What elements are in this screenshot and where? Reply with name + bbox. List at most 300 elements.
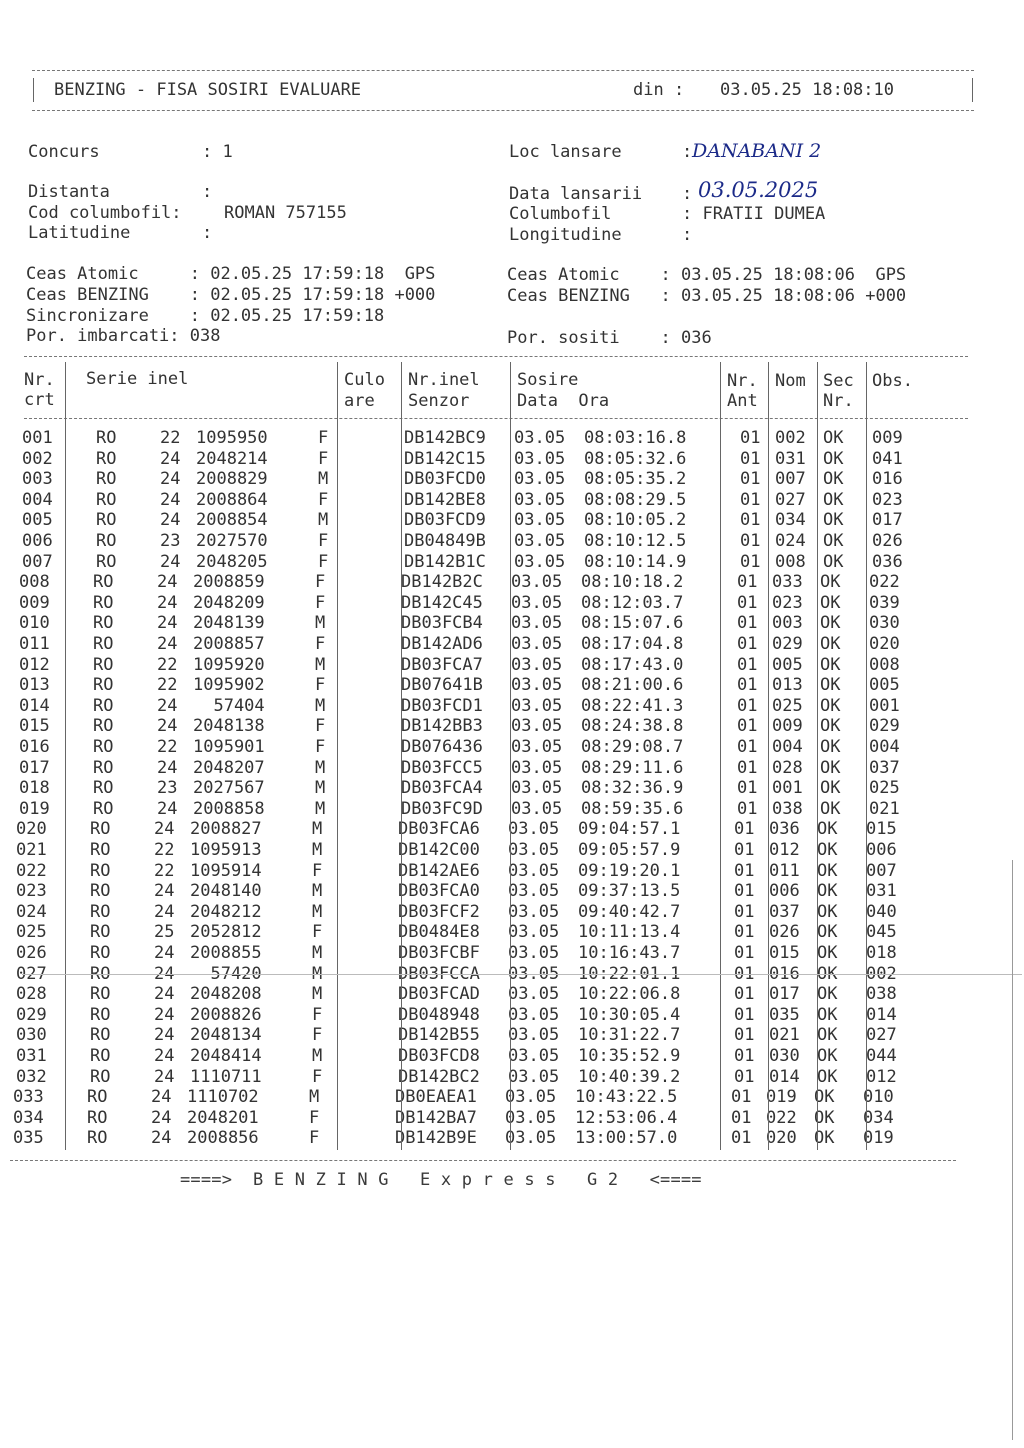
table-row xyxy=(0,716,1024,737)
cell-time: 10:35:52.9 xyxy=(578,1046,681,1066)
cell-year: 24 xyxy=(157,757,178,778)
cell-country: RO xyxy=(90,901,111,922)
cell-sex: F xyxy=(312,1004,323,1025)
cell-country: RO xyxy=(90,963,111,984)
cell-ant: 01 xyxy=(740,551,761,572)
cell-sex: F xyxy=(315,592,326,613)
cell-ring: 1095913 xyxy=(190,840,262,860)
cell-sec: OK xyxy=(820,757,841,778)
cell-nom: 031 xyxy=(775,448,806,469)
cell-ring: 1095902 xyxy=(193,675,265,696)
col-header-nr-ant: Nr. xyxy=(727,371,758,391)
cell-ring: 2048212 xyxy=(190,901,262,922)
cell-ring: 1110702 xyxy=(187,1087,259,1108)
cell-ant: 01 xyxy=(737,572,758,593)
cell-time: 10:11:13.4 xyxy=(578,922,681,943)
loc-lansare-colon: : xyxy=(682,142,693,162)
concurs-value: : 1 xyxy=(202,142,233,162)
cell-sensor: DB0484E8 xyxy=(398,922,480,943)
cell-time: 08:10:14.9 xyxy=(584,551,687,572)
cell-sensor: DB03FCD9 xyxy=(404,510,486,531)
cell-sensor: DB07641B xyxy=(401,675,483,696)
cell-sec: OK xyxy=(817,901,838,922)
cell-ring: 2052812 xyxy=(190,922,262,943)
cell-obs: 039 xyxy=(869,592,900,613)
cell-country: RO xyxy=(93,778,114,799)
cell-ant: 01 xyxy=(731,1087,752,1108)
cell-ring: 2008859 xyxy=(193,572,265,593)
cell-sex: F xyxy=(318,531,329,551)
cell-sec: OK xyxy=(823,551,844,572)
cell-sec: OK xyxy=(820,737,841,757)
cell-date: 03.05 xyxy=(508,860,560,881)
cell-country: RO xyxy=(93,654,114,675)
concurs-label: Concurs xyxy=(28,142,100,162)
cell-time: 08:10:05.2 xyxy=(584,510,687,531)
cell-year: 24 xyxy=(154,819,175,840)
cell-sec: OK xyxy=(820,778,841,799)
cell-ring: 2008854 xyxy=(196,510,268,531)
cell-obs: 001 xyxy=(869,695,900,716)
table-row xyxy=(0,1087,1024,1108)
cell-nom: 033 xyxy=(772,572,803,593)
cell-country: RO xyxy=(87,1087,108,1108)
cell-obs: 007 xyxy=(866,860,897,881)
col-header-nr-inel: Nr.inel xyxy=(408,370,480,390)
col-header-nr: Nr. xyxy=(24,370,55,390)
cell-sec: OK xyxy=(814,1107,835,1128)
cell-country: RO xyxy=(90,1004,111,1025)
table-row xyxy=(0,943,1024,964)
cell-year: 24 xyxy=(154,901,175,922)
scan-margin-line xyxy=(1012,860,1013,1440)
cell-obs: 017 xyxy=(872,510,903,531)
table-row xyxy=(0,675,1024,696)
cell-nom: 020 xyxy=(766,1128,797,1149)
cell-nr: 030 xyxy=(16,1025,47,1046)
cell-nom: 030 xyxy=(769,1046,800,1066)
cell-year: 23 xyxy=(160,531,181,551)
cell-sex: F xyxy=(315,737,326,757)
col-header-are: are xyxy=(344,391,375,411)
cell-nom: 014 xyxy=(769,1066,800,1087)
cell-year: 24 xyxy=(157,613,178,634)
cell-country: RO xyxy=(90,922,111,943)
cell-ring: 2008855 xyxy=(190,943,262,963)
cell-time: 12:53:06.4 xyxy=(575,1107,678,1128)
cell-date: 03.05 xyxy=(508,1066,560,1087)
cell-sec: OK xyxy=(823,428,844,448)
din-label: din : xyxy=(633,80,685,100)
cell-sensor: DB03FCBF xyxy=(398,943,480,963)
col-header-culo: Culo xyxy=(344,370,385,390)
cell-sensor: DB03FCC5 xyxy=(401,757,483,778)
distanta-value: : xyxy=(202,182,213,202)
cell-obs: 012 xyxy=(866,1066,897,1087)
cell-ant: 01 xyxy=(734,1066,755,1087)
cell-ring: 2008826 xyxy=(190,1004,262,1025)
cell-sex: F xyxy=(318,489,329,510)
cell-sec: OK xyxy=(823,469,844,490)
cell-date: 03.05 xyxy=(511,737,563,757)
table-row xyxy=(0,1046,1024,1067)
cell-date: 03.05 xyxy=(514,469,566,490)
cell-time: 08:17:43.0 xyxy=(581,654,684,675)
table-header-bottom-border xyxy=(24,418,968,419)
cell-nom: 002 xyxy=(775,428,806,448)
cell-sex: M xyxy=(315,778,326,799)
cell-date: 03.05 xyxy=(508,922,560,943)
cell-country: RO xyxy=(90,1046,111,1066)
cell-sensor: DB142BC9 xyxy=(404,428,486,448)
cell-date: 03.05 xyxy=(505,1107,557,1128)
cell-year: 23 xyxy=(157,778,178,799)
cell-country: RO xyxy=(90,943,111,963)
cell-country: RO xyxy=(96,428,117,448)
cell-nom: 019 xyxy=(766,1087,797,1108)
cell-date: 03.05 xyxy=(511,592,563,613)
cell-time: 08:17:04.8 xyxy=(581,634,684,654)
cell-sensor: DB03FCA6 xyxy=(398,819,480,840)
sep-nr xyxy=(65,362,66,1150)
cell-time: 08:59:35.6 xyxy=(581,798,684,819)
cell-country: RO xyxy=(96,489,117,510)
col-header-data-ora: Data Ora xyxy=(517,391,610,411)
cell-time: 08:03:16.8 xyxy=(584,428,687,448)
cell-sex: F xyxy=(315,675,326,696)
cell-obs: 020 xyxy=(869,634,900,654)
data-lansarii-handwritten: 03.05.2025 xyxy=(698,178,819,202)
col-header-crt: crt xyxy=(24,390,55,410)
cell-nr: 006 xyxy=(22,531,53,551)
sep-culo-left xyxy=(337,362,338,1150)
cell-ant: 01 xyxy=(740,448,761,469)
cell-nr: 028 xyxy=(16,984,47,1005)
cell-time: 10:30:05.4 xyxy=(578,1004,681,1025)
cell-nr: 011 xyxy=(19,634,50,654)
header-bottom-border xyxy=(32,110,974,111)
cell-ant: 01 xyxy=(737,654,758,675)
table-row xyxy=(0,984,1024,1005)
cell-ring: 2008857 xyxy=(193,634,265,654)
cell-sec: OK xyxy=(820,634,841,654)
cell-nom: 006 xyxy=(769,881,800,902)
table-row xyxy=(0,840,1024,861)
cell-nom: 015 xyxy=(769,943,800,963)
table-row xyxy=(0,1128,1024,1149)
cell-ring: 2048140 xyxy=(190,881,262,902)
cell-date: 03.05 xyxy=(514,531,566,551)
cell-sensor: DB03FCD8 xyxy=(398,1046,480,1066)
cell-nr: 033 xyxy=(13,1087,44,1108)
cell-obs: 010 xyxy=(863,1087,894,1108)
cell-year: 24 xyxy=(157,695,178,716)
cell-time: 08:29:11.6 xyxy=(581,757,684,778)
cell-sex: M xyxy=(312,1046,323,1066)
cell-year: 24 xyxy=(154,1066,175,1087)
cell-time: 08:10:18.2 xyxy=(581,572,684,593)
cell-obs: 040 xyxy=(866,901,897,922)
cell-date: 03.05 xyxy=(514,551,566,572)
cell-nr: 002 xyxy=(22,448,53,469)
cell-date: 03.05 xyxy=(508,901,560,922)
cell-country: RO xyxy=(93,757,114,778)
cell-sensor: DB0EAEA1 xyxy=(395,1087,477,1108)
cell-year: 22 xyxy=(157,654,178,675)
table-row xyxy=(0,469,1024,490)
cell-obs: 041 xyxy=(872,448,903,469)
loc-lansare-handwritten: DANABANI 2 xyxy=(692,140,822,162)
cell-year: 24 xyxy=(151,1087,172,1108)
cell-ring: 2048208 xyxy=(190,984,262,1005)
cell-sec: OK xyxy=(817,922,838,943)
cell-obs: 029 xyxy=(869,716,900,737)
cell-country: RO xyxy=(90,840,111,860)
cell-time: 08:10:12.5 xyxy=(584,531,687,551)
cell-nr: 021 xyxy=(16,840,47,860)
cell-ant: 01 xyxy=(740,531,761,551)
cell-sec: OK xyxy=(817,1004,838,1025)
cell-year: 22 xyxy=(154,840,175,860)
cell-nr: 026 xyxy=(16,943,47,963)
cell-nr: 014 xyxy=(19,695,50,716)
cell-year: 24 xyxy=(154,1046,175,1066)
table-row xyxy=(0,778,1024,799)
cell-year: 24 xyxy=(157,572,178,593)
report-title: BENZING - FISA SOSIRI EVALUARE xyxy=(54,80,362,100)
cell-obs: 014 xyxy=(866,1004,897,1025)
cell-year: 24 xyxy=(151,1107,172,1128)
table-row xyxy=(0,531,1024,552)
cell-ring: 1095914 xyxy=(190,860,262,881)
cell-nr: 008 xyxy=(19,572,50,593)
report-datetime: 03.05.25 18:08:10 xyxy=(720,80,894,100)
cell-sex: F xyxy=(315,572,326,593)
right-benzing-clock: Ceas BENZING : 03.05.25 18:08:06 +000 xyxy=(507,286,907,306)
cell-sensor: DB03FCD1 xyxy=(401,695,483,716)
latitudine-value: : xyxy=(202,223,213,243)
cell-sec: OK xyxy=(823,448,844,469)
table-row xyxy=(0,510,1024,531)
cell-sex: M xyxy=(312,819,323,840)
cell-sex: F xyxy=(318,428,329,448)
cell-ring: 1095950 xyxy=(196,428,268,448)
table-row xyxy=(0,449,1024,470)
cell-sensor: DB142B2C xyxy=(401,572,483,593)
cell-country: RO xyxy=(90,1025,111,1046)
col-header-senzor: Senzor xyxy=(408,391,470,411)
cell-ant: 01 xyxy=(731,1128,752,1149)
cell-ant: 01 xyxy=(737,592,758,613)
cell-sex: M xyxy=(309,1087,320,1108)
cell-sensor: DB142BC2 xyxy=(398,1066,480,1087)
cell-ring: 2048134 xyxy=(190,1025,262,1046)
cell-nr: 005 xyxy=(22,510,53,531)
cell-nom: 021 xyxy=(769,1025,800,1046)
cell-sec: OK xyxy=(817,943,838,963)
cell-year: 24 xyxy=(154,943,175,963)
table-top-border xyxy=(24,356,968,357)
cell-ring: 1095920 xyxy=(193,654,265,675)
cell-obs: 022 xyxy=(869,572,900,593)
cell-year: 24 xyxy=(151,1128,172,1149)
cell-obs: 018 xyxy=(866,943,897,963)
arrivals-table-body xyxy=(0,428,1024,1158)
sep-culo-right xyxy=(401,362,402,1150)
cell-ant: 01 xyxy=(734,963,755,984)
cell-ring: 2048205 xyxy=(196,551,268,572)
left-atomic-clock: Ceas Atomic : 02.05.25 17:59:18 GPS xyxy=(26,264,436,284)
table-row xyxy=(0,881,1024,902)
cell-sensor: DB142AE6 xyxy=(398,860,480,881)
cell-date: 03.05 xyxy=(511,695,563,716)
cell-ring: 1095901 xyxy=(193,737,265,757)
cell-country: RO xyxy=(96,469,117,490)
cell-date: 03.05 xyxy=(511,757,563,778)
cell-date: 03.05 xyxy=(511,716,563,737)
cell-sensor: DB076436 xyxy=(401,737,483,757)
cell-date: 03.05 xyxy=(511,634,563,654)
cell-ant: 01 xyxy=(737,778,758,799)
cell-ant: 01 xyxy=(737,634,758,654)
cell-nr: 029 xyxy=(16,1004,47,1025)
cell-year: 24 xyxy=(157,716,178,737)
cell-ant: 01 xyxy=(740,428,761,448)
cell-sensor: DB142C15 xyxy=(404,448,486,469)
cell-year: 24 xyxy=(154,881,175,902)
cell-time: 08:12:03.7 xyxy=(581,592,684,613)
header-top-border xyxy=(32,70,974,71)
cell-sensor: DB04849B xyxy=(404,531,486,551)
cell-ant: 01 xyxy=(734,881,755,902)
sep-nom xyxy=(768,362,769,1150)
cell-year: 24 xyxy=(160,489,181,510)
cell-country: RO xyxy=(93,634,114,654)
cell-ant: 01 xyxy=(734,922,755,943)
cell-nr: 023 xyxy=(16,881,47,902)
cell-country: RO xyxy=(93,716,114,737)
cell-nr: 010 xyxy=(19,613,50,634)
cell-obs: 021 xyxy=(869,798,900,819)
cell-nr: 001 xyxy=(22,428,53,448)
cell-sex: F xyxy=(312,1025,323,1046)
cell-ring: 2048138 xyxy=(193,716,265,737)
cell-year: 24 xyxy=(157,592,178,613)
cell-ant: 01 xyxy=(737,716,758,737)
table-row xyxy=(0,799,1024,820)
cell-nr: 032 xyxy=(16,1066,47,1087)
col-header-sec-nr: Nr. xyxy=(823,391,854,411)
cell-year: 24 xyxy=(160,510,181,531)
cell-date: 03.05 xyxy=(511,572,563,593)
cell-nr: 009 xyxy=(19,592,50,613)
cell-date: 03.05 xyxy=(505,1128,557,1149)
cell-sex: M xyxy=(315,613,326,634)
table-row xyxy=(0,696,1024,717)
cell-nom: 009 xyxy=(772,716,803,737)
table-row xyxy=(0,1108,1024,1129)
cell-obs: 008 xyxy=(869,654,900,675)
cell-ring: 2008829 xyxy=(196,469,268,490)
cell-ring: 2008864 xyxy=(196,489,268,510)
cell-sensor: DB142BB3 xyxy=(401,716,483,737)
cell-sex: M xyxy=(315,695,326,716)
table-row xyxy=(0,737,1024,758)
cell-ring: 57420 xyxy=(190,963,262,984)
cell-year: 22 xyxy=(157,675,178,696)
cell-time: 09:05:57.9 xyxy=(578,840,681,860)
cell-sex: F xyxy=(318,551,329,572)
col-header-nom: Nom xyxy=(775,371,806,391)
cell-year: 24 xyxy=(160,551,181,572)
cell-sex: F xyxy=(309,1128,320,1149)
cell-sec: OK xyxy=(820,592,841,613)
cell-sec: OK xyxy=(814,1128,835,1149)
cell-time: 09:19:20.1 xyxy=(578,860,681,881)
table-bottom-border xyxy=(10,1160,956,1161)
cell-obs: 009 xyxy=(872,428,903,448)
cell-sensor: DB142BE8 xyxy=(404,489,486,510)
cell-date: 03.05 xyxy=(511,675,563,696)
scan-line xyxy=(22,974,1022,975)
cell-nom: 001 xyxy=(772,778,803,799)
cell-sec: OK xyxy=(820,716,841,737)
cell-year: 22 xyxy=(160,428,181,448)
cell-obs: 019 xyxy=(863,1128,894,1149)
cell-sec: OK xyxy=(823,531,844,551)
cell-sec: OK xyxy=(820,798,841,819)
cell-country: RO xyxy=(93,798,114,819)
cell-time: 08:05:35.2 xyxy=(584,469,687,490)
cell-obs: 015 xyxy=(866,819,897,840)
cell-country: RO xyxy=(93,613,114,634)
cell-nom: 022 xyxy=(766,1107,797,1128)
cell-sensor: DB03FCA0 xyxy=(398,881,480,902)
cell-nom: 029 xyxy=(772,634,803,654)
cell-nom: 011 xyxy=(769,860,800,881)
cell-obs: 045 xyxy=(866,922,897,943)
cell-date: 03.05 xyxy=(508,840,560,860)
table-row xyxy=(0,655,1024,676)
cell-nr: 031 xyxy=(16,1046,47,1066)
cell-date: 03.05 xyxy=(508,881,560,902)
cell-country: RO xyxy=(93,592,114,613)
table-row xyxy=(0,593,1024,614)
cell-time: 08:15:07.6 xyxy=(581,613,684,634)
cell-nr: 003 xyxy=(22,469,53,490)
cell-nr: 024 xyxy=(16,901,47,922)
cell-obs: 044 xyxy=(866,1046,897,1066)
col-header-ant: Ant xyxy=(727,391,758,411)
cell-sex: M xyxy=(315,654,326,675)
cell-year: 25 xyxy=(154,922,175,943)
cell-sensor: DB03FCA7 xyxy=(401,654,483,675)
cell-date: 03.05 xyxy=(508,943,560,963)
cell-ring: 2027567 xyxy=(193,778,265,799)
cell-sec: OK xyxy=(817,840,838,860)
table-row xyxy=(0,819,1024,840)
cell-ant: 01 xyxy=(734,1025,755,1046)
cell-date: 03.05 xyxy=(514,428,566,448)
table-row xyxy=(0,428,1024,449)
table-row xyxy=(0,758,1024,779)
cell-time: 09:04:57.1 xyxy=(578,819,681,840)
cell-nom: 017 xyxy=(769,984,800,1005)
cell-time: 08:22:41.3 xyxy=(581,695,684,716)
cell-country: RO xyxy=(93,737,114,757)
cell-sec: OK xyxy=(817,881,838,902)
cell-ring: 2008827 xyxy=(190,819,262,840)
